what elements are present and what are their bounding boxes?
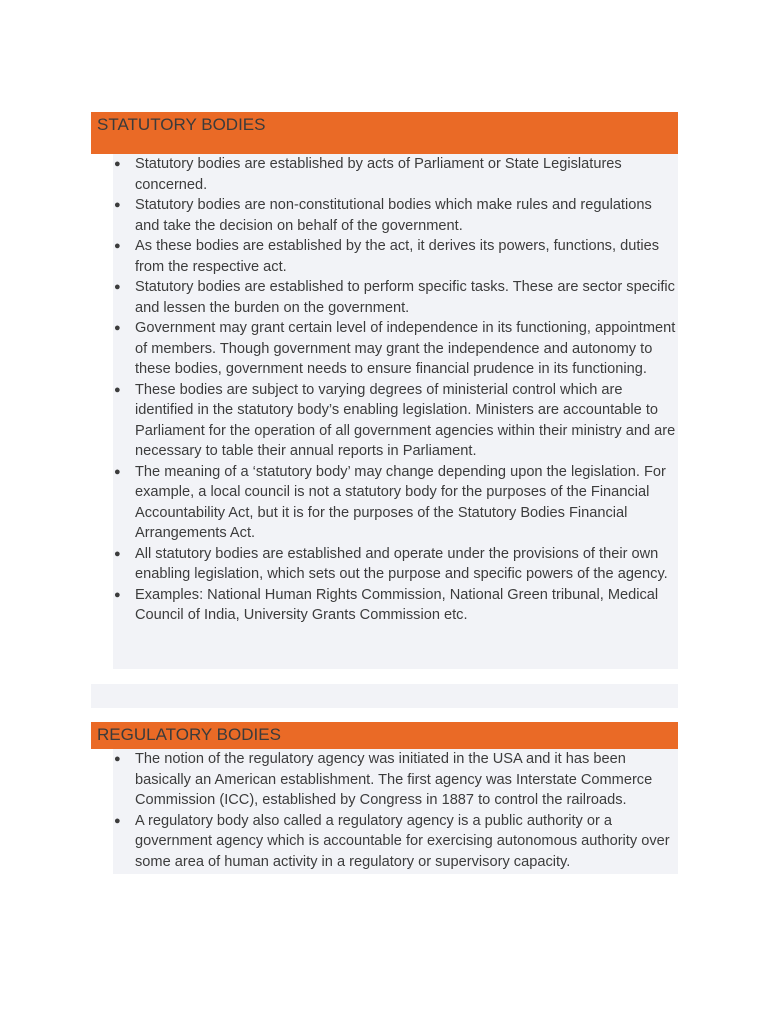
list-item [114,585,678,626]
bullet-icon: ● [114,199,121,211]
list-item [114,277,678,318]
list-item [114,195,678,236]
list-item [114,236,678,277]
statutory-bodies-header [91,112,678,154]
statutory-bodies-list [113,154,678,669]
list-item [114,318,678,380]
regulatory-bodies-header [91,722,678,749]
bullet-icon: ● [114,588,121,601]
list-item-text: The meaning of a ‘statutory body’ may change depending upon the legislation. For example, a local council is not a statutory body for the purposes of the Financial Accountability Act, but it is for the purposes of the Statutory Bodies Financial Arrangements Act. [135,463,666,541]
bullet-icon: ● [114,322,121,334]
spacer-band [91,684,678,708]
list-item-text: Statutory bodies are non-constitutional bodies which make rules and regulations and take the decision on behalf of the government. [135,197,652,234]
list-item-text: As these bodies are established by the act, it derives its powers, functions, duties from the respective act. [135,238,660,275]
list-item-text: These bodies are subject to varying degrees of ministerial control which are identified in the statutory body’s enabling legislation. Ministers are accountable to Parliament for the operation of all government agencies within their ministry and are necessary to table their annual reports in Parliament. [135,381,676,459]
statutory-bodies-title: STATUTORY BODIES [97,115,266,134]
list-item [114,544,678,585]
bullet-icon: ● [114,240,121,252]
list-item [114,154,678,195]
list-item-text: Examples: National Human Rights Commission, National Green tribunal, Medical Council of India, University Grants Commission etc. [135,586,659,623]
bullet-icon: ● [114,814,121,827]
bullet-icon: ● [114,158,121,170]
list-item-text: Government may grant certain level of independence in its functioning, appointment of members. Though government may grant the independence and autonomy to these bodies, government needs to ensure financial prudence in its functioning. [135,320,676,377]
bullet-icon: ● [114,465,121,478]
list-item [114,749,678,811]
list-item-text: A regulatory body also called a regulatory agency is a public authority or a government agency which is accountable for exercising autonomous authority over some area of human activity in a regulatory or supervisory capacity. [135,812,670,870]
list-item-text: Statutory bodies are established by acts of Parliament or State Legislatures concerned. [135,156,622,193]
list-item [114,380,678,462]
list-item [114,462,678,544]
list-item [114,811,678,873]
list-item-text: All statutory bodies are established and operate under the provisions of their own enabling legislation, which sets out the purpose and specific powers of the agency. [135,545,668,582]
regulatory-bodies-title: REGULATORY BODIES [97,725,281,744]
regulatory-bodies-list [113,749,678,874]
bullet-icon: ● [114,547,121,560]
bullet-icon: ● [114,383,121,396]
bullet-icon: ● [114,281,121,293]
list-item-text: Statutory bodies are established to perform specific tasks. These are sector specific and lessen the burden on the government. [135,279,675,316]
list-item-text: The notion of the regulatory agency was initiated in the USA and it has been basically an American establishment. The first agency was Interstate Commerce Commission (ICC), established by Congress in 1887 to control the railroads. [135,751,653,808]
bullet-icon: ● [114,753,121,765]
